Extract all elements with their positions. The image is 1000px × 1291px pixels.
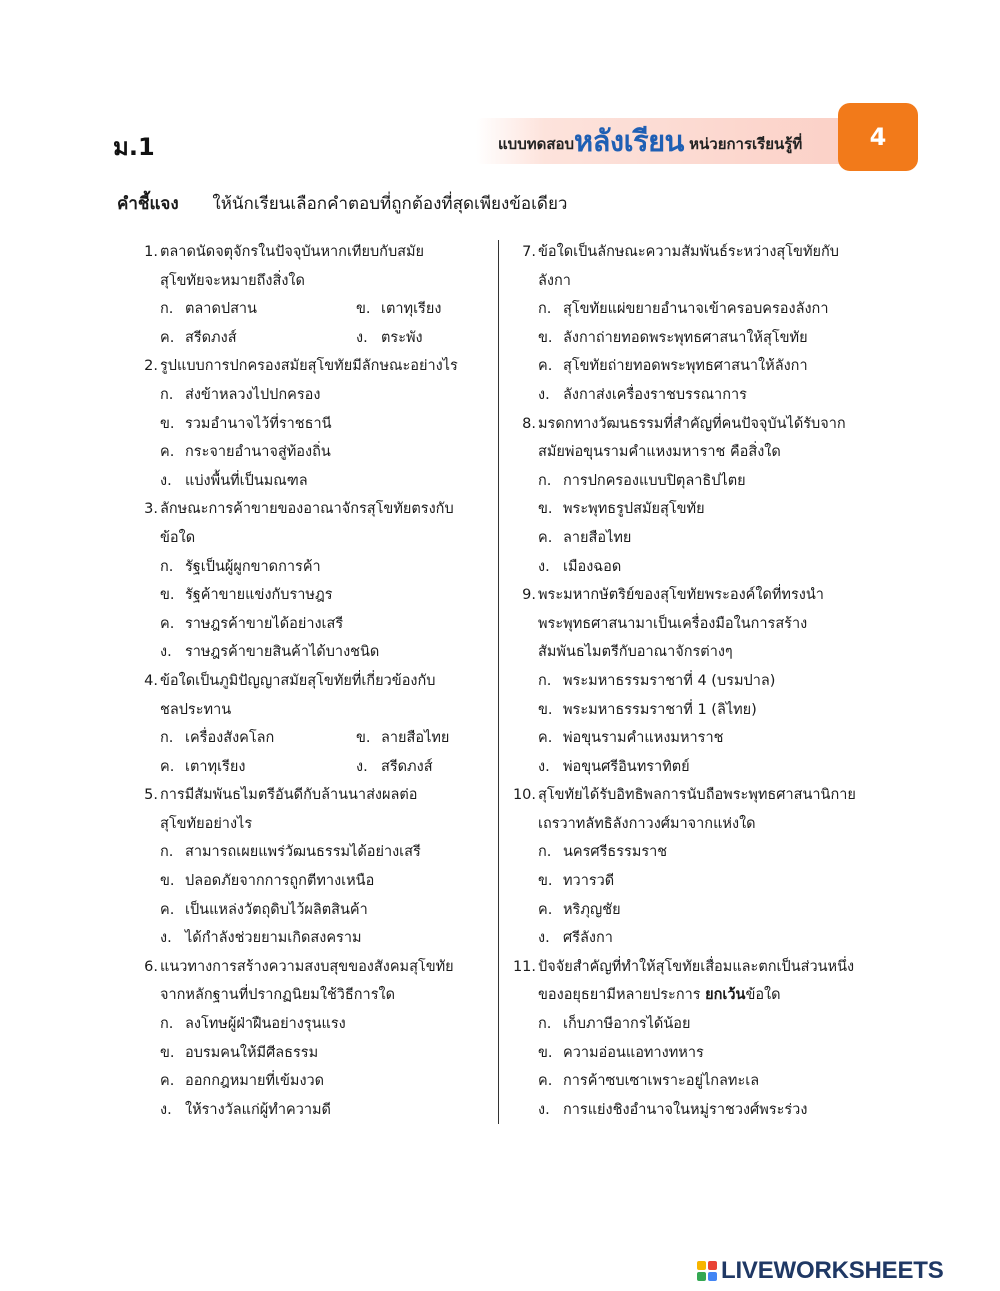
answer-option	[356, 724, 449, 753]
question-line	[508, 238, 888, 267]
option-key: ง.	[538, 758, 550, 775]
option-row	[508, 696, 888, 725]
banner-prefix: แบบทดสอบ	[498, 135, 575, 153]
option-row	[508, 667, 888, 696]
question-text-part: แนวทางการสร้างความสงบสุขของสังคมสุโขทัย	[160, 958, 454, 975]
option-key: ง.	[160, 644, 172, 661]
answer-option	[160, 638, 379, 667]
option-row	[508, 896, 888, 925]
answer-option	[160, 1039, 318, 1068]
logo-block	[697, 1261, 706, 1270]
question-text	[538, 410, 846, 439]
answer-option	[160, 467, 308, 496]
answer-option	[160, 724, 274, 753]
option-row	[130, 896, 492, 925]
question-number: 5.	[144, 787, 158, 804]
question-number: 10.	[512, 787, 536, 804]
option-text: ลายสือไทย	[381, 730, 450, 747]
option-key: ก.	[160, 844, 174, 861]
answer-option	[160, 295, 257, 324]
option-key: ก.	[160, 730, 174, 747]
option-row	[508, 924, 888, 953]
option-key: ก.	[538, 672, 552, 689]
option-key: ง.	[160, 1101, 172, 1118]
option-text: กระจายอำนาจสู่ท้องถิ่น	[185, 444, 331, 461]
question-line	[130, 696, 492, 725]
option-key: ข.	[538, 501, 553, 518]
answer-option	[160, 896, 368, 925]
answer-option	[160, 381, 320, 410]
option-row	[508, 1010, 888, 1039]
question-number: 7.	[522, 244, 536, 260]
option-row	[508, 753, 888, 782]
banner-main: หลังเรียน	[574, 124, 684, 158]
unit-number-badge: 4	[838, 103, 918, 171]
logo-block	[708, 1272, 717, 1281]
answer-option	[160, 838, 421, 867]
option-key: ค.	[538, 901, 553, 918]
question-text-part: พระมหากษัตริย์ของสุโขทัยพระองค์ใดที่ทรงนำ	[538, 587, 824, 604]
answer-option	[356, 324, 423, 353]
option-key: ข.	[356, 730, 371, 747]
option-text: พระมหาธรรมราชาที่ 4 (บรมปาล)	[563, 672, 776, 689]
option-row	[508, 724, 888, 753]
option-row	[130, 1067, 492, 1096]
option-row	[130, 553, 492, 582]
option-text: แบ่งพื้นที่เป็นมณฑล	[185, 472, 308, 489]
question-text-part: ตลาดนัดจตุจักรในปัจจุบันหากเทียบกับสมัย	[160, 244, 425, 260]
option-row	[508, 352, 888, 381]
option-row	[508, 838, 888, 867]
question-line	[508, 781, 888, 810]
option-text: เตาทุเรียง	[381, 301, 442, 318]
answer-option	[538, 553, 621, 582]
question-text	[538, 810, 756, 839]
option-row	[130, 1010, 492, 1039]
question-text-part: ปัจจัยสำคัญที่ทำให้สุโขทัยเสื่อมและตกเป็นส่วนหนึ่ง	[538, 958, 855, 975]
question-text-part: มรดกทางวัฒนธรรมที่สำคัญที่คนปัจจุบันได้รับจาก	[538, 415, 846, 432]
question-line	[508, 610, 888, 639]
answer-option	[538, 1096, 807, 1125]
option-key: ข.	[160, 587, 175, 604]
question-text-part: ลักษณะการค้าขายของอาณาจักรสุโขทัยตรงกับ	[160, 501, 454, 518]
option-row	[130, 1096, 492, 1125]
option-text: เป็นแหล่งวัตถุดิบไว้ผลิตสินค้า	[185, 901, 368, 918]
question-text	[160, 352, 458, 381]
option-text: ความอ่อนแอทางทหาร	[563, 1044, 704, 1061]
option-row	[130, 753, 492, 782]
option-text: สุโขทัยแผ่ขยายอำนาจเข้าครอบครองลังกา	[563, 301, 829, 318]
answer-option	[538, 867, 614, 896]
option-row	[130, 295, 492, 324]
answer-option	[538, 467, 746, 496]
option-row	[130, 724, 492, 753]
question-text	[160, 495, 454, 524]
option-key: ค.	[160, 615, 175, 632]
question-line	[130, 238, 492, 267]
answer-option	[160, 1096, 331, 1125]
option-key: ค.	[160, 1073, 175, 1090]
option-row	[130, 581, 492, 610]
option-row	[130, 324, 492, 353]
option-text: สรีดภงส์	[381, 758, 433, 775]
question-text	[160, 953, 454, 982]
option-key: ง.	[356, 758, 368, 775]
option-text: ได้กำลังช่วยยามเกิดสงคราม	[185, 930, 362, 947]
option-text: ลายสือไทย	[563, 529, 632, 546]
answer-option	[538, 838, 667, 867]
question-text-part: ลังกา	[538, 272, 571, 289]
option-text: เก็บภาษีอากรได้น้อย	[563, 1016, 691, 1033]
question-text-part: ข้อใด	[160, 529, 196, 546]
option-text: สุโขทัยถ่ายทอดพระพุทธศาสนาให้ลังกา	[563, 358, 808, 375]
answer-option	[538, 495, 705, 524]
question-emphasis: ยกเว้น	[705, 987, 746, 1004]
question-line	[130, 781, 492, 810]
question-text	[160, 524, 195, 553]
option-key: ค.	[538, 730, 553, 747]
option-row	[130, 438, 492, 467]
instructions-label: คำชี้แจง	[117, 194, 179, 214]
option-row	[130, 838, 492, 867]
option-key: ง.	[538, 930, 550, 947]
option-text: พระพุทธรูปสมัยสุโขทัย	[563, 501, 705, 518]
question-line	[130, 667, 492, 696]
question-text-part: ของอยุธยามีหลายประการ	[538, 987, 701, 1004]
option-key: ค.	[160, 901, 175, 918]
option-key: ข.	[160, 873, 175, 890]
option-row	[130, 467, 492, 496]
question-text	[538, 953, 854, 982]
option-text: ตลาดปสาน	[185, 301, 257, 318]
question-text	[538, 238, 839, 267]
question-line	[508, 810, 888, 839]
question-text	[160, 667, 436, 696]
question-line	[508, 581, 888, 610]
question-text-part: สุโขทัยได้รับอิทธิพลการนับถือพระพุทธศาสนานิกาย	[538, 787, 856, 804]
option-text: ปลอดภัยจากการถูกตีทางเหนือ	[185, 873, 375, 890]
option-text: สามารถเผยแพร่วัฒนธรรมได้อย่างเสรี	[185, 844, 421, 861]
question-text	[538, 438, 781, 467]
question-line	[130, 953, 492, 982]
logo-block	[697, 1272, 706, 1281]
question-text	[160, 238, 424, 267]
answer-option	[538, 896, 621, 925]
question-text-part: สมัยพ่อขุนรามคำแหงมหาราช คือสิ่งใด	[538, 444, 781, 461]
option-key: ง.	[160, 930, 172, 947]
question-text-part: จากหลักฐานที่ปรากฏนิยมใช้วิธีการใด	[160, 987, 395, 1004]
option-row	[508, 467, 888, 496]
question-line	[508, 410, 888, 439]
option-key: ข.	[356, 301, 371, 318]
option-row	[508, 1067, 888, 1096]
question-line	[508, 267, 888, 296]
answer-option	[538, 1010, 690, 1039]
option-key: ก.	[160, 301, 174, 318]
question-line	[130, 810, 492, 839]
question-text-part: ข้อใดเป็นลักษณะความสัมพันธ์ระหว่างสุโขทัยกับ	[538, 244, 840, 260]
option-row	[508, 553, 888, 582]
answer-option	[160, 610, 343, 639]
option-text: พ่อขุนรามคำแหงมหาราช	[563, 730, 724, 747]
grade-label: ม.1	[113, 133, 155, 161]
question-text-part: การมีสัมพันธไมตรีอันดีกับล้านนาส่งผลต่อ	[160, 787, 418, 804]
option-text: ราษฎรค้าขายได้อย่างเสรี	[185, 615, 344, 632]
option-row	[130, 867, 492, 896]
question-text-tail: ข้อใด	[745, 987, 781, 1004]
answer-option	[160, 924, 362, 953]
option-text: หริภุญชัย	[563, 901, 621, 918]
option-key: ก.	[160, 386, 174, 403]
option-key: ข.	[538, 701, 553, 718]
answer-option	[538, 352, 808, 381]
question-text	[538, 638, 733, 667]
answer-option	[160, 438, 331, 467]
question-text-part: สุโขทัยอย่างไร	[160, 815, 253, 832]
option-text: ออกกฎหมายที่เข้มงวด	[185, 1073, 325, 1090]
question-text-part: สุโขทัยจะหมายถึงสิ่งใด	[160, 272, 305, 289]
option-row	[130, 610, 492, 639]
option-row	[508, 295, 888, 324]
answer-option	[538, 295, 828, 324]
answer-option	[160, 867, 374, 896]
option-text: รัฐค้าขายแข่งกับราษฎร	[185, 587, 333, 604]
option-key: ก.	[538, 301, 552, 318]
answer-option	[538, 1067, 759, 1096]
option-row	[508, 324, 888, 353]
question-number: 4.	[144, 672, 158, 689]
column-divider	[498, 240, 499, 1124]
logo-text: LIVEWORKSHEETS	[721, 1257, 944, 1284]
option-key: ก.	[160, 558, 174, 575]
question-text-part: รูปแบบการปกครองสมัยสุโขทัยมีลักษณะอย่างไร	[160, 358, 458, 375]
option-text: ส่งข้าหลวงไปปกครอง	[185, 386, 321, 403]
option-text: ศรีลังกา	[563, 930, 613, 947]
option-text: เครื่องสังคโลก	[185, 730, 275, 747]
option-text: ลังกาถ่ายทอดพระพุทธศาสนาให้สุโขทัย	[563, 329, 808, 346]
question-text-part: พระพุทธศาสนามาเป็นเครื่องมือในการสร้าง	[538, 615, 808, 632]
option-key: ง.	[160, 472, 172, 489]
test-banner	[476, 118, 856, 164]
option-key: ข.	[538, 873, 553, 890]
question-number: 9.	[522, 587, 536, 604]
question-number: 6.	[144, 958, 158, 975]
answer-option	[160, 410, 332, 439]
question-text	[160, 696, 231, 725]
option-text: นครศรีธรรมราช	[563, 844, 668, 861]
question-line	[508, 438, 888, 467]
answer-option	[538, 724, 723, 753]
question-number: 8.	[522, 415, 536, 432]
option-key: ง.	[356, 329, 368, 346]
question-text	[160, 810, 252, 839]
option-key: ค.	[538, 358, 553, 375]
question-line	[130, 267, 492, 296]
option-text: ลงโทษผู้ฝ่าฝืนอย่างรุนแรง	[185, 1016, 346, 1033]
question-text-part: เถรวาทลัทธิลังกาวงศ์มาจากแห่งใด	[538, 815, 756, 832]
option-text: ทวารวดี	[563, 873, 615, 890]
question-column-left	[130, 238, 492, 1124]
liveworksheets-logo	[697, 1254, 944, 1288]
question-line	[508, 981, 888, 1010]
question-line	[130, 352, 492, 381]
option-key: ง.	[538, 1101, 550, 1118]
option-key: ก.	[538, 472, 552, 489]
option-row	[130, 1039, 492, 1068]
answer-option	[538, 753, 690, 782]
answer-option	[538, 524, 631, 553]
question-text	[538, 267, 571, 296]
answer-option	[538, 667, 775, 696]
question-number: 2.	[144, 358, 158, 375]
option-text: ลังกาส่งเครื่องราชบรรณาการ	[563, 386, 747, 403]
option-text: ราษฎรค้าขายสินค้าได้บางชนิด	[185, 644, 380, 661]
question-text	[538, 781, 856, 810]
option-row	[508, 867, 888, 896]
answer-option	[538, 324, 808, 353]
option-text: การค้าซบเซาเพราะอยู่ไกลทะเล	[563, 1073, 760, 1090]
option-row	[130, 381, 492, 410]
option-key: ค.	[538, 1073, 553, 1090]
question-line	[508, 638, 888, 667]
option-key: ข.	[160, 415, 175, 432]
option-row	[508, 381, 888, 410]
question-line	[130, 495, 492, 524]
question-number: 1.	[144, 244, 158, 260]
option-row	[130, 924, 492, 953]
option-row	[508, 1096, 888, 1125]
option-key: ก.	[538, 1016, 552, 1033]
answer-option	[160, 1010, 346, 1039]
option-key: ก.	[538, 844, 552, 861]
question-text	[538, 581, 824, 610]
instructions	[117, 190, 567, 217]
option-text: รัฐเป็นผู้ผูกขาดการค้า	[185, 558, 321, 575]
option-key: ข.	[538, 1044, 553, 1061]
answer-option	[160, 553, 321, 582]
answer-option	[538, 381, 747, 410]
question-number: 3.	[144, 501, 158, 518]
question-text	[160, 781, 418, 810]
answer-option	[356, 753, 433, 782]
answer-option	[160, 1067, 324, 1096]
question-text	[160, 267, 305, 296]
answer-option	[160, 753, 245, 782]
option-row	[508, 495, 888, 524]
answer-option	[356, 295, 441, 324]
logo-block	[708, 1261, 717, 1270]
question-text-part: ชลประทาน	[160, 701, 232, 718]
option-key: ค.	[160, 444, 175, 461]
answer-option	[538, 924, 613, 953]
option-key: ค.	[538, 529, 553, 546]
banner-title	[498, 118, 802, 164]
option-text: พระมหาธรรมราชาที่ 1 (ลิไทย)	[563, 701, 757, 718]
option-key: ค.	[160, 758, 175, 775]
question-text-part: ข้อใดเป็นภูมิปัญญาสมัยสุโขทัยที่เกี่ยวข้องกับ	[160, 672, 436, 689]
question-number: 11.	[512, 958, 536, 975]
answer-option	[538, 1039, 704, 1068]
question-text	[160, 981, 395, 1010]
option-text: รวมอำนาจไว้ที่ราชธานี	[185, 415, 332, 432]
option-text: พ่อขุนศรีอินทราทิตย์	[563, 758, 690, 775]
question-column-right	[508, 238, 888, 1124]
instructions-text: ให้นักเรียนเลือกคำตอบที่ถูกต้องที่สุดเพียงข้อเดียว	[212, 194, 568, 214]
question-text-part: สัมพันธไมตรีกับอาณาจักรต่างๆ	[538, 644, 733, 661]
option-key: ง.	[538, 558, 550, 575]
answer-option	[160, 324, 237, 353]
option-text: ให้รางวัลแก่ผู้ทำความดี	[185, 1101, 331, 1118]
option-row	[130, 638, 492, 667]
answer-option	[538, 696, 757, 725]
option-key: ก.	[160, 1016, 174, 1033]
option-text: การปกครองแบบปิตุลาธิปไตย	[563, 472, 746, 489]
option-key: ข.	[538, 329, 553, 346]
option-text: เมืองฉอด	[563, 558, 622, 575]
option-key: ค.	[160, 329, 175, 346]
option-row	[130, 410, 492, 439]
liveworksheets-blocks-icon	[697, 1261, 717, 1281]
answer-option	[160, 581, 333, 610]
option-key: ง.	[538, 386, 550, 403]
question-line	[130, 981, 492, 1010]
option-text: อบรมคนให้มีศีลธรรม	[185, 1044, 319, 1061]
question-line	[508, 953, 888, 982]
option-text: ตระพัง	[381, 329, 423, 346]
banner-suffix: หน่วยการเรียนรู้ที่	[689, 135, 803, 153]
option-text: เตาทุเรียง	[185, 758, 246, 775]
option-text: การแย่งชิงอำนาจในหมู่ราชวงศ์พระร่วง	[563, 1101, 808, 1118]
option-text: สรีดภงส์	[185, 329, 237, 346]
option-key: ข.	[160, 1044, 175, 1061]
question-line	[130, 524, 492, 553]
option-row	[508, 1039, 888, 1068]
question-text	[538, 981, 781, 1010]
question-text	[538, 610, 807, 639]
option-row	[508, 524, 888, 553]
